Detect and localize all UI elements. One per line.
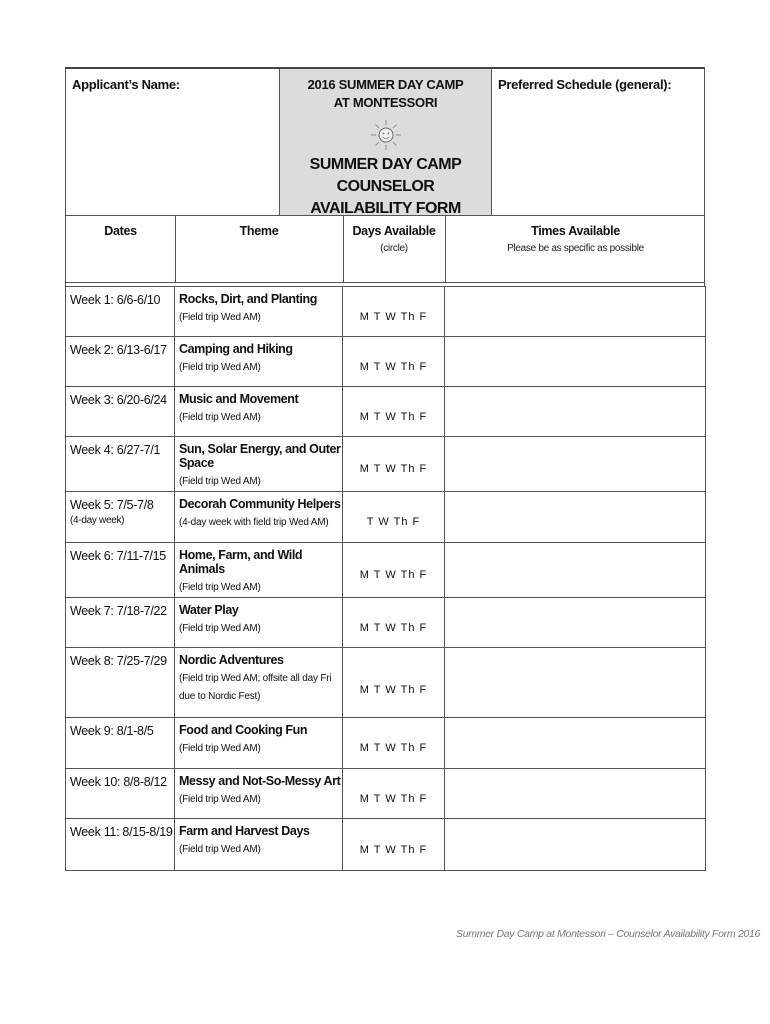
form-header <box>65 67 705 216</box>
week-cell: Week 8: 7/25-7/29 <box>66 648 175 718</box>
sun-icon <box>369 118 403 152</box>
col-times-available <box>445 224 706 254</box>
col-dates: Dates <box>104 224 137 238</box>
theme-cell: Food and Cooking Fun (Field trip Wed AM) <box>175 718 343 769</box>
times-cell[interactable] <box>445 598 706 648</box>
theme-cell: Water Play (Field trip Wed AM) <box>175 598 343 648</box>
week-cell: Week 2: 6/13-6/17 <box>66 337 175 387</box>
days-cell[interactable]: M T W Th F <box>343 648 445 718</box>
times-cell[interactable] <box>445 287 706 337</box>
days-cell[interactable]: M T W Th F <box>343 287 445 337</box>
times-cell[interactable] <box>445 387 706 437</box>
days-cell[interactable]: M T W Th F <box>343 598 445 648</box>
week-cell: Week 5: 7/5-7/8 (4-day week) <box>66 492 175 543</box>
days-available-label: Days Available <box>352 224 436 238</box>
times-cell[interactable] <box>445 492 706 543</box>
applicant-name-label: Applicant’s Name: <box>72 77 180 92</box>
col-days-available <box>343 224 445 254</box>
footer-note: Summer Day Camp at Montessori – Counselor Availability Form 2016 <box>456 928 761 940</box>
days-cell[interactable]: M T W Th F <box>343 718 445 769</box>
week-cell: Week 4: 6/27-7/1 <box>66 437 175 492</box>
col-theme: Theme <box>239 224 279 238</box>
camp-title <box>280 76 491 112</box>
times-cell[interactable] <box>445 437 706 492</box>
availability-form <box>65 67 705 871</box>
theme-cell: Farm and Harvest Days (Field trip Wed AM) <box>175 819 343 871</box>
theme-cell: Home, Farm, and Wild Animals (Field trip Wed AM) <box>175 543 343 598</box>
times-available-label: Times Available <box>531 224 620 238</box>
table-row <box>66 648 706 718</box>
preferred-schedule-label: Preferred Schedule (general): <box>498 77 672 92</box>
week-cell: Week 11: 8/15-8/19 <box>66 819 175 871</box>
table-row <box>66 543 706 598</box>
theme-cell: Rocks, Dirt, and Planting (Field trip Wed AM) <box>175 287 343 337</box>
week-cell: Week 6: 7/11-7/15 <box>66 543 175 598</box>
days-cell[interactable]: M T W Th F <box>343 769 445 819</box>
table-row <box>66 598 706 648</box>
theme-cell: Decorah Community Helpers (4-day week with field trip Wed AM) <box>175 492 343 543</box>
table-row <box>66 769 706 819</box>
theme-cell: Messy and Not-So-Messy Art (Field trip Wed AM) <box>175 769 343 819</box>
days-cell[interactable]: M T W Th F <box>343 337 445 387</box>
times-cell[interactable] <box>445 819 706 871</box>
table-row <box>66 718 706 769</box>
table-row <box>66 492 706 543</box>
week-cell: Week 10: 8/8-8/12 <box>66 769 175 819</box>
theme-cell: Nordic Adventures (Field trip Wed AM; offsite all day Fri due to Nordic Fest) <box>175 648 343 718</box>
times-cell[interactable] <box>445 337 706 387</box>
table-row <box>66 819 706 871</box>
times-cell[interactable] <box>445 648 706 718</box>
days-cell[interactable]: M T W Th F <box>343 819 445 871</box>
week-cell: Week 9: 8/1-8/5 <box>66 718 175 769</box>
theme-cell: Music and Movement (Field trip Wed AM) <box>175 387 343 437</box>
theme-cell: Camping and Hiking (Field trip Wed AM) <box>175 337 343 387</box>
divider <box>279 69 280 215</box>
days-cell[interactable]: M T W Th F <box>343 387 445 437</box>
camp-title-line1: 2016 SUMMER DAY CAMP <box>307 77 464 92</box>
camp-title-line2: AT MONTESSORI <box>333 95 438 110</box>
table-row <box>66 437 706 492</box>
days-cell[interactable]: T W Th F <box>343 492 445 543</box>
week-cell: Week 1: 6/6-6/10 <box>66 287 175 337</box>
days-cell[interactable]: M T W Th F <box>343 437 445 492</box>
title-block <box>280 69 491 215</box>
times-cell[interactable] <box>445 543 706 598</box>
times-cell[interactable] <box>445 718 706 769</box>
theme-cell: Sun, Solar Energy, and Outer Space (Field trip Wed AM) <box>175 437 343 492</box>
column-header-row <box>65 216 705 283</box>
table-row <box>66 337 706 387</box>
divider <box>491 69 492 215</box>
table-row <box>66 387 706 437</box>
week-cell: Week 3: 6/20-6/24 <box>66 387 175 437</box>
times-note: Please be as specific as possible <box>507 243 644 254</box>
days-note: (circle) <box>380 243 408 254</box>
form-title-line2: AVAILABILITY FORM <box>310 200 461 217</box>
table-row <box>66 287 706 337</box>
days-cell[interactable]: M T W Th F <box>343 543 445 598</box>
form-title <box>280 154 491 220</box>
form-title-line1: SUMMER DAY CAMP COUNSELOR <box>309 156 462 195</box>
times-cell[interactable] <box>445 769 706 819</box>
week-cell: Week 7: 7/18-7/22 <box>66 598 175 648</box>
weeks-table <box>65 286 706 871</box>
